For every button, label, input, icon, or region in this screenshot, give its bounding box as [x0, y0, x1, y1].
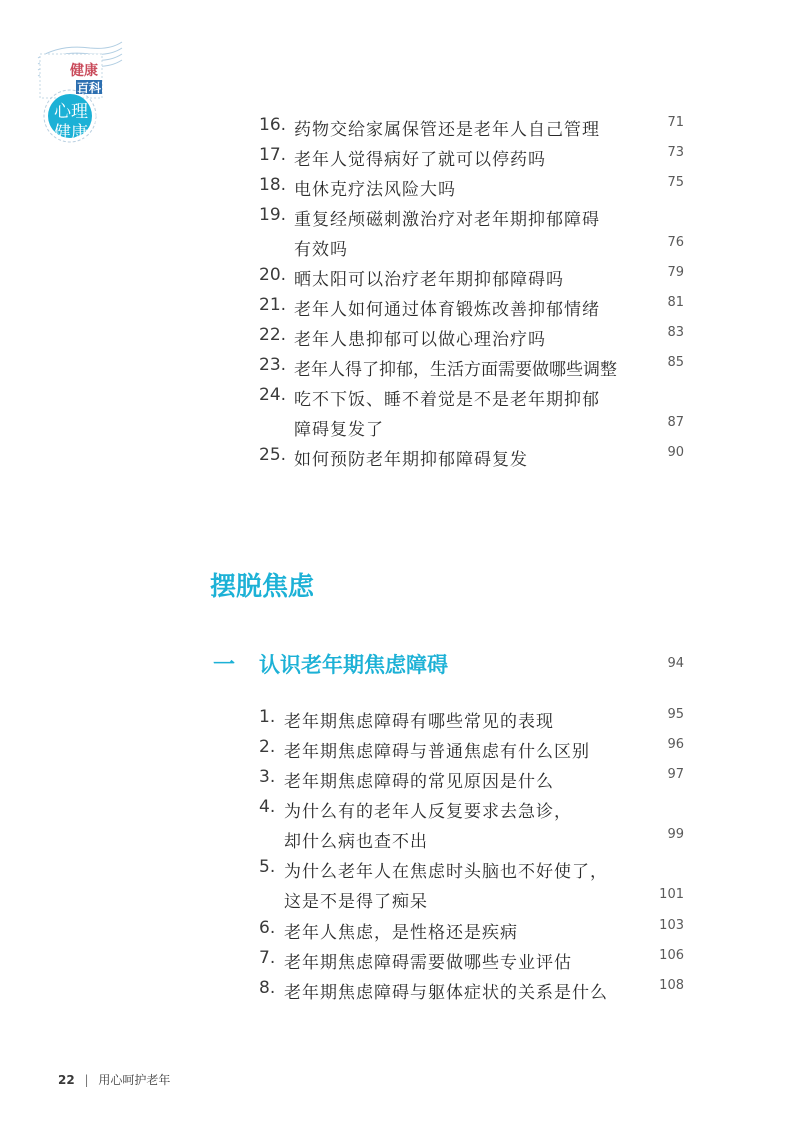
chapter-page: 94	[667, 656, 684, 671]
toc-entry-page: 71	[667, 115, 684, 130]
chapter-title: 认识老年期焦虑障碍	[259, 653, 448, 677]
logo-brand-subtitle: 百科	[77, 81, 102, 95]
toc-entry-title: 为什么有的老年人反复要求去急诊，	[284, 802, 572, 822]
logo-series-line1: 心理	[54, 102, 88, 122]
toc-entry-title: 这是不是得了痴呆	[284, 892, 428, 912]
toc-entry-number: 24.	[259, 385, 287, 405]
toc-entry-number: 23.	[259, 355, 287, 375]
toc-entry-page: 95	[667, 707, 684, 722]
toc-entry[interactable]	[0, 355, 800, 385]
toc-entry-title: 老年期焦虑障碍需要做哪些专业评估	[284, 953, 572, 973]
toc-entry-page: 90	[667, 445, 684, 460]
toc-entry-page: 97	[667, 767, 684, 782]
toc-entry-number: 2.	[259, 737, 276, 757]
toc-entry-page: 87	[667, 415, 684, 430]
toc-entry[interactable]	[0, 857, 800, 887]
toc-entry-title: 老年期焦虑障碍与普通焦虑有什么区别	[284, 742, 590, 762]
toc-entry-title: 老年期焦虑障碍与躯体症状的关系是什么	[284, 983, 608, 1003]
toc-entry-title: 老年人如何通过体育锻炼改善抑郁情绪	[294, 300, 600, 320]
toc-entry-page: 103	[659, 918, 684, 933]
toc-entry[interactable]	[0, 978, 800, 1008]
toc-entry[interactable]	[0, 265, 800, 295]
toc-entry-page: 99	[667, 827, 684, 842]
toc-entry-number: 4.	[259, 797, 276, 817]
toc-entry-page: 83	[667, 325, 684, 340]
footer-book-title: 用心呵护老年	[98, 1073, 171, 1087]
toc-entry-page: 106	[659, 948, 684, 963]
toc-entry-page: 108	[659, 978, 684, 993]
toc-entry-title: 却什么病也查不出	[284, 832, 428, 852]
toc-entry-title: 老年人患抑郁可以做心理治疗吗	[294, 330, 546, 350]
logo-series-line2: 健康	[54, 123, 88, 143]
toc-entry-page: 73	[667, 145, 684, 160]
toc-entry-title: 为什么老年人在焦虑时头脑也不好使了，	[284, 862, 608, 882]
toc-entry-title: 障碍复发了	[294, 420, 384, 440]
toc-entry-page: 101	[659, 887, 684, 902]
toc-entry-title: 老年期焦虑障碍有哪些常见的表现	[284, 712, 554, 732]
toc-entry-page: 81	[667, 295, 684, 310]
toc-entry-title: 有效吗	[294, 240, 348, 260]
toc-entry-title: 电休克疗法风险大吗	[294, 180, 456, 200]
toc-entry-title: 老年人焦虑，是性格还是疾病	[284, 923, 518, 943]
toc-entry-page: 76	[667, 235, 684, 250]
toc-entry-number: 22.	[259, 325, 287, 345]
toc-entry-title: 吃不下饭、睡不着觉是不是老年期抑郁	[294, 390, 600, 410]
toc-entry-continuation[interactable]	[0, 827, 800, 857]
toc-entry-title: 重复经颅磁刺激治疗对老年期抑郁障碍	[294, 210, 600, 230]
toc-entry-page: 75	[667, 175, 684, 190]
toc-entry-number: 6.	[259, 918, 276, 938]
toc-entry[interactable]	[0, 175, 800, 205]
toc-entry[interactable]	[0, 205, 800, 235]
toc-entry-number: 21.	[259, 295, 287, 315]
toc-entry[interactable]	[0, 918, 800, 948]
toc-entry-number: 3.	[259, 767, 276, 787]
toc-entry-number: 7.	[259, 948, 276, 968]
toc-entry-title: 药物交给家属保管还是老年人自己管理	[294, 120, 600, 140]
toc-entry[interactable]	[0, 737, 800, 767]
toc-entry-title: 老年人觉得病好了就可以停药吗	[294, 150, 546, 170]
toc-entry[interactable]	[0, 797, 800, 827]
toc-entry-title: 老年人得了抑郁，生活方面需要做哪些调整	[294, 360, 617, 380]
toc-entry-title: 如何预防老年期抑郁障碍复发	[294, 450, 528, 470]
logo-brand-text: 健康	[70, 63, 98, 79]
toc-entry[interactable]	[0, 145, 800, 175]
toc-entry-number: 1.	[259, 707, 276, 727]
toc-entry-page: 79	[667, 265, 684, 280]
toc-entry[interactable]	[0, 115, 800, 145]
toc-entry-number: 19.	[259, 205, 287, 225]
toc-entry-page: 96	[667, 737, 684, 752]
page-footer	[58, 1071, 170, 1088]
toc-entry-number: 8.	[259, 978, 276, 998]
toc-entry-number: 18.	[259, 175, 287, 195]
toc-entry-title: 老年期焦虑障碍的常见原因是什么	[284, 772, 554, 792]
toc-entry[interactable]	[0, 707, 800, 737]
toc-entry[interactable]	[0, 948, 800, 978]
part-title: 摆脱焦虑	[210, 572, 315, 602]
chapter-number: 一	[213, 653, 236, 678]
toc-entry-page: 85	[667, 355, 684, 370]
footer-page-number: 22	[58, 1073, 75, 1087]
toc-entry-continuation[interactable]	[0, 887, 800, 917]
toc-entry[interactable]	[0, 445, 800, 475]
toc-entry-continuation[interactable]	[0, 415, 800, 445]
toc-entry-number: 17.	[259, 145, 287, 165]
toc-entry[interactable]	[0, 325, 800, 355]
logo-series-side: 系列	[93, 112, 101, 126]
toc-entry-title: 晒太阳可以治疗老年期抑郁障碍吗	[294, 270, 564, 290]
toc-entry-number: 20.	[259, 265, 287, 285]
toc-entry-continuation[interactable]	[0, 235, 800, 265]
toc-entry-number: 5.	[259, 857, 276, 877]
toc-entry[interactable]	[0, 767, 800, 797]
toc-entry[interactable]	[0, 385, 800, 415]
toc-entry-number: 16.	[259, 115, 287, 135]
toc-entry-number: 25.	[259, 445, 287, 465]
toc-entry[interactable]	[0, 295, 800, 325]
footer-separator: |	[84, 1073, 89, 1087]
